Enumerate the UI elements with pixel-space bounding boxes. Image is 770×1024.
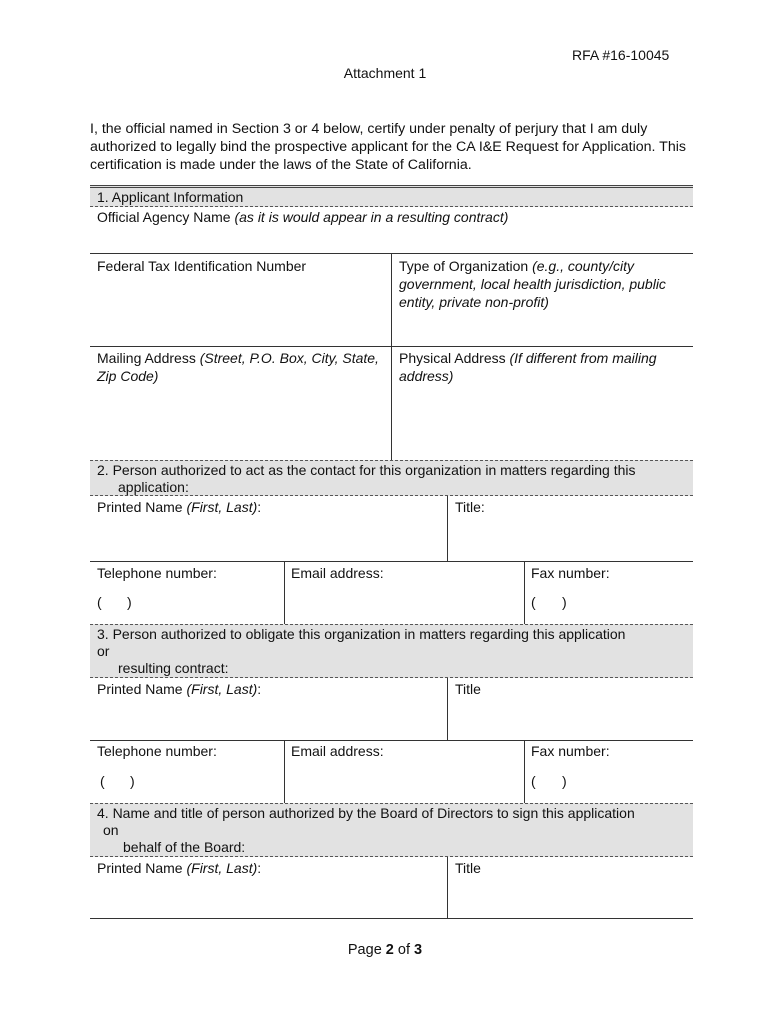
- applicant-form: [90, 185, 693, 921]
- current-page: 2: [385, 942, 394, 958]
- physical-address-label: Physical Address: [399, 350, 506, 366]
- page-word: Page: [347, 942, 382, 958]
- s3-printed-name-hint: (First, Last): [186, 681, 258, 697]
- s3-fax-label: Fax number:: [531, 743, 610, 759]
- attachment-title: Attachment 1: [343, 65, 427, 81]
- s3-fax-paren-close: ): [562, 773, 567, 789]
- s3-telephone-paren-close: ): [130, 773, 135, 789]
- agency-name-hint: (as it is would appear in a resulting contract): [234, 209, 509, 225]
- certification-statement: I, the official named in Section 3 or 4 below, certify under penalty of perjury that I am duly authorized to legally bind the prospective applicant for the CA I&E Request for Application. This certification is made under the laws of the State of California.: [90, 121, 686, 173]
- org-type-field[interactable]: [399, 257, 689, 311]
- section3-heading-line3: resulting contract:: [118, 660, 229, 676]
- s2-fax-paren-open: (: [531, 594, 536, 610]
- section3-heading: [90, 624, 693, 678]
- s2-email-label: Email address:: [291, 565, 384, 581]
- s3-printed-name-label: Printed Name: [97, 681, 183, 697]
- s4-printed-name-field[interactable]: Printed Name (First, Last):: [97, 860, 262, 876]
- s3-telephone-label: Telephone number:: [97, 743, 217, 759]
- section4-heading-line1: 4. Name and title of person authorized by the Board of Directors to sign this application: [97, 805, 635, 821]
- page-footer: [0, 942, 770, 958]
- divider: [90, 561, 693, 562]
- s2-fax-field[interactable]: [531, 564, 691, 582]
- s2-title-field[interactable]: [455, 498, 655, 516]
- mailing-address-label: Mailing Address: [97, 350, 196, 366]
- s3-title-field[interactable]: [455, 680, 655, 698]
- divider: [90, 918, 693, 919]
- divider: [284, 741, 285, 803]
- s4-title-field[interactable]: [455, 859, 655, 877]
- s3-printed-name-field[interactable]: Printed Name (First, Last):: [97, 681, 262, 697]
- s4-title-label: Title: [455, 860, 481, 876]
- tax-id-label: Federal Tax Identification Number: [97, 258, 307, 274]
- agency-name-label: Official Agency Name: [97, 209, 231, 225]
- s2-telephone-paren-open: (: [97, 594, 102, 610]
- physical-address-hint: (If different from mailing address): [399, 350, 657, 384]
- divider: [90, 740, 693, 741]
- section4-heading-line2: on: [103, 822, 119, 838]
- divider: [447, 496, 448, 561]
- section4-heading-line3: behalf of the Board:: [123, 839, 246, 855]
- divider: [447, 678, 448, 740]
- s2-fax-label: Fax number:: [531, 565, 610, 581]
- s4-printed-name-hint: (First, Last): [186, 860, 258, 876]
- s2-telephone-paren-close: ): [127, 594, 132, 610]
- s2-printed-name-field[interactable]: Printed Name (First, Last):: [97, 499, 262, 515]
- rfa-number: RFA #16-10045: [572, 47, 670, 63]
- s2-title-label: Title:: [455, 499, 485, 515]
- of-word: of: [397, 942, 410, 958]
- section3-heading-line2: or: [97, 643, 110, 659]
- s3-email-label: Email address:: [291, 743, 384, 759]
- section1-heading: [90, 185, 693, 207]
- mailing-address-field[interactable]: [97, 349, 382, 385]
- tax-id-field[interactable]: [97, 257, 387, 275]
- s2-telephone-field[interactable]: [97, 564, 282, 582]
- s3-fax-paren-open: (: [531, 773, 536, 789]
- divider: [391, 254, 392, 460]
- s3-email-field[interactable]: [291, 742, 521, 760]
- org-type-hint: (e.g., county/city government, local health jurisdiction, public entity, private non-profit): [399, 258, 666, 310]
- section2-heading: [90, 460, 693, 496]
- section2-heading-line1: 2. Person authorized to act as the contact for this organization in matters regarding this: [97, 462, 636, 478]
- s3-title-label: Title: [455, 681, 481, 697]
- agency-name-field[interactable]: [97, 208, 687, 226]
- physical-address-field[interactable]: [399, 349, 689, 385]
- s2-printed-name-label: Printed Name: [97, 499, 183, 515]
- s3-fax-field[interactable]: [531, 742, 691, 760]
- s3-telephone-paren-open: (: [100, 773, 105, 789]
- section3-heading-line1: 3. Person authorized to obligate this organization in matters regarding this application: [97, 626, 626, 642]
- divider: [90, 346, 693, 347]
- total-pages: 3: [414, 942, 423, 958]
- mailing-address-hint: (Street, P.O. Box, City, State, Zip Code): [97, 350, 379, 384]
- s2-telephone-label: Telephone number:: [97, 565, 217, 581]
- s4-printed-name-label: Printed Name: [97, 860, 183, 876]
- divider: [284, 562, 285, 624]
- section1-heading-text: 1. Applicant Information: [97, 189, 244, 205]
- divider: [524, 562, 525, 624]
- section4-heading: [90, 803, 693, 857]
- section2-heading-line2: application:: [118, 479, 189, 495]
- org-type-label: Type of Organization: [399, 258, 529, 274]
- s3-telephone-field[interactable]: [97, 742, 282, 760]
- divider: [447, 857, 448, 919]
- s2-printed-name-hint: (First, Last): [186, 499, 258, 515]
- divider: [524, 741, 525, 803]
- s2-email-field[interactable]: [291, 564, 521, 582]
- s2-fax-paren-close: ): [562, 594, 567, 610]
